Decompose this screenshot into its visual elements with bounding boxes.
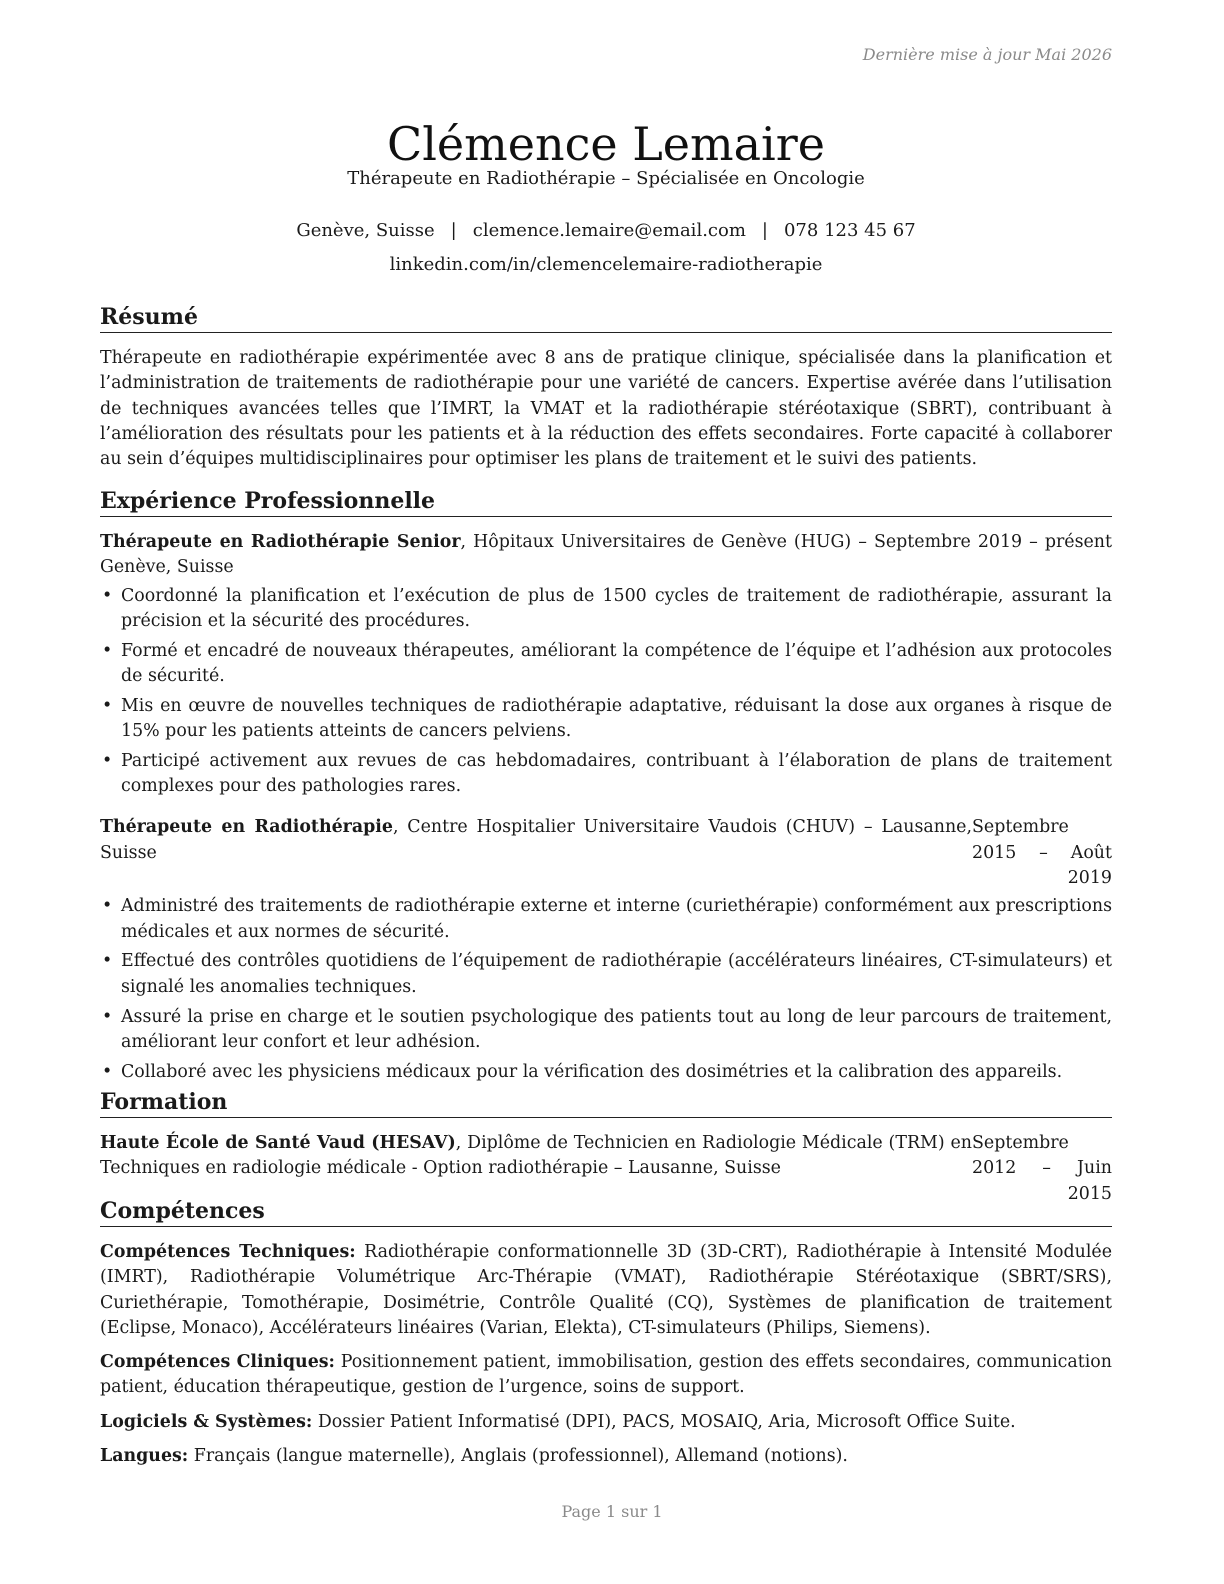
list-item: • Participé activement aux revues de cas hebdomadaires, contribuant à l’élaboration de plans de traitement complexes pour des pathologies rares. <box>100 749 1112 800</box>
school-name: Haute École de Santé Vaud (HESAV) <box>100 1133 456 1153</box>
candidate-name: Clémence Lemaire <box>387 116 825 171</box>
skill-label: Langues: <box>100 1446 189 1467</box>
skill-label: Compétences Techniques: <box>100 1242 356 1262</box>
skill-text: Français (langue maternelle), Anglais (professionnel), Allemand (notions). <box>188 1446 848 1467</box>
section-title-skills: Compétences <box>100 1198 1112 1227</box>
contact-email[interactable]: clemence.lemaire@email.com <box>472 220 746 241</box>
section-title-education: Formation <box>100 1089 1112 1118</box>
linkedin-link[interactable]: linkedin.com/in/clemencelemaire-radiotherapie <box>389 254 823 275</box>
list-item: • Administré des traitements de radiothérapie externe et interne (curiethérapie) conformément aux prescriptions médicales et aux normes de sécurité. <box>100 894 1112 945</box>
degree-detail: , Diplôme de Technicien en Radiologie Médicale (TRM) en Techniques en radiologie médicale - Option radiothérapie – Lausanne, Suisse <box>100 1133 972 1179</box>
skill-group <box>100 1350 1112 1401</box>
list-item: • Formé et encadré de nouveaux thérapeutes, améliorant la compétence de l’équipe et l’adhésion aux protocoles de sécurité. <box>100 639 1112 690</box>
skill-label: Compétences Cliniques: <box>100 1352 335 1373</box>
list-item: • Effectué des contrôles quotidiens de l’équipement de radiothérapie (accélérateurs linéaires, CT-simulateurs) et signalé les anomalies techniques. <box>100 949 1112 1000</box>
job-role: Thérapeute en Radiothérapie Senior <box>100 532 461 552</box>
contact-phone: 078 123 45 67 <box>783 220 916 241</box>
list-item: • Assuré la prise en charge et le soutien psychologique des patients tout au long de leur parcours de traitement, améliorant leur confort et leur adhésion. <box>100 1005 1112 1056</box>
education-date: Septembre 2012 – Juin 2015 <box>972 1133 1112 1204</box>
section-title-experience: Expérience Professionnelle <box>100 488 1112 517</box>
job-header <box>100 530 1112 555</box>
list-item: • Coordonné la planification et l’exécution de plus de 1500 cycles de traitement de radiothérapie, assurant la précision et la sécurité des procédures. <box>100 584 1112 635</box>
contact-location: Genève, Suisse <box>296 220 435 241</box>
job-organization: , Hôpitaux Universitaires de Genève (HUG) – Septembre 2019 – présent <box>460 532 1112 552</box>
experience-section <box>100 488 1112 1089</box>
job-organization: , Centre Hospitalier Universitaire Vaudois (CHUV) – Lausanne, Suisse <box>100 817 972 863</box>
summary-text: Thérapeute en radiothérapie expérimentée avec 8 ans de pratique clinique, spécialisée dans la planification et l’administration de traitements de radiothérapie pour une variété de cancers. Expertise avérée dans l’utilisation de techniques avancées telles que l’IMRT, la VMAT et la radiothérapie stéréotaxique (SBRT), contribuant à l’amélioration des résultats pour les patients et à la réduction des effets secondaires. Forte capacité à collaborer au sein d’équipes multidisciplinaires pour optimiser les plans de traitement et le suivi des patients. <box>100 348 1112 470</box>
last-updated: Dernière mise à jour Mai 2026 <box>862 45 1112 64</box>
job-location: Genève, Suisse <box>100 557 234 578</box>
separator: | <box>450 220 457 241</box>
summary-section <box>100 304 1112 472</box>
skill-group <box>100 1410 1112 1435</box>
job-header <box>100 815 1112 891</box>
section-title-summary: Résumé <box>100 304 1112 333</box>
education-entry <box>100 1131 1112 1207</box>
separator: | <box>761 220 768 241</box>
list-item: • Mis en œuvre de nouvelles techniques de radiothérapie adaptative, réduisant la dose aux organes à risque de 15% pour les patients atteints de cancers pelviens. <box>100 694 1112 745</box>
contact-line <box>100 220 1112 241</box>
job-role: Thérapeute en Radiothérapie <box>100 817 393 838</box>
education-section <box>100 1089 1112 1207</box>
job-entry <box>100 815 1112 1084</box>
skill-text: Positionnement patient, immobilisation, gestion des effets secondaires, communication patient, éducation thérapeutique, gestion de l’urgence, soins de support. <box>100 1352 1112 1398</box>
list-item: • Collaboré avec les physiciens médicaux pour la vérification des dosimétries et la calibration des appareils. <box>100 1060 1112 1085</box>
skill-group <box>100 1444 1112 1469</box>
skill-label: Logiciels & Systèmes: <box>100 1411 313 1432</box>
job-bullets <box>100 584 1112 800</box>
job-bullets <box>100 894 1112 1085</box>
skill-group <box>100 1240 1112 1341</box>
page-number: Page 1 sur 1 <box>561 1502 663 1521</box>
skill-text: Dossier Patient Informatisé (DPI), PACS, MOSAIQ, Aria, Microsoft Office Suite. <box>312 1411 1016 1432</box>
job-entry <box>100 530 1112 799</box>
skill-text: Radiothérapie conformationnelle 3D (3D-CRT), Radiothérapie à Intensité Modulée (IMRT), Radiothérapie Volumétrique Arc-Thérapie (VMAT), Radiothérapie Stéréotaxique (SBRT/SRS), Curiethérapie, Tomothérapie, Dosimétrie, Contrôle Qualité (CQ), Systèmes de planification de traitement (Eclipse, Monaco), Accélérateurs linéaires (Varian, Elekta), CT-simulateurs (Philips, Siemens). <box>100 1242 1112 1338</box>
job-date: Septembre 2015 – Août 2019 <box>972 817 1112 889</box>
headline: Thérapeute en Radiothérapie – Spécialisée en Oncologie <box>347 168 865 189</box>
skills-section <box>100 1198 1112 1469</box>
